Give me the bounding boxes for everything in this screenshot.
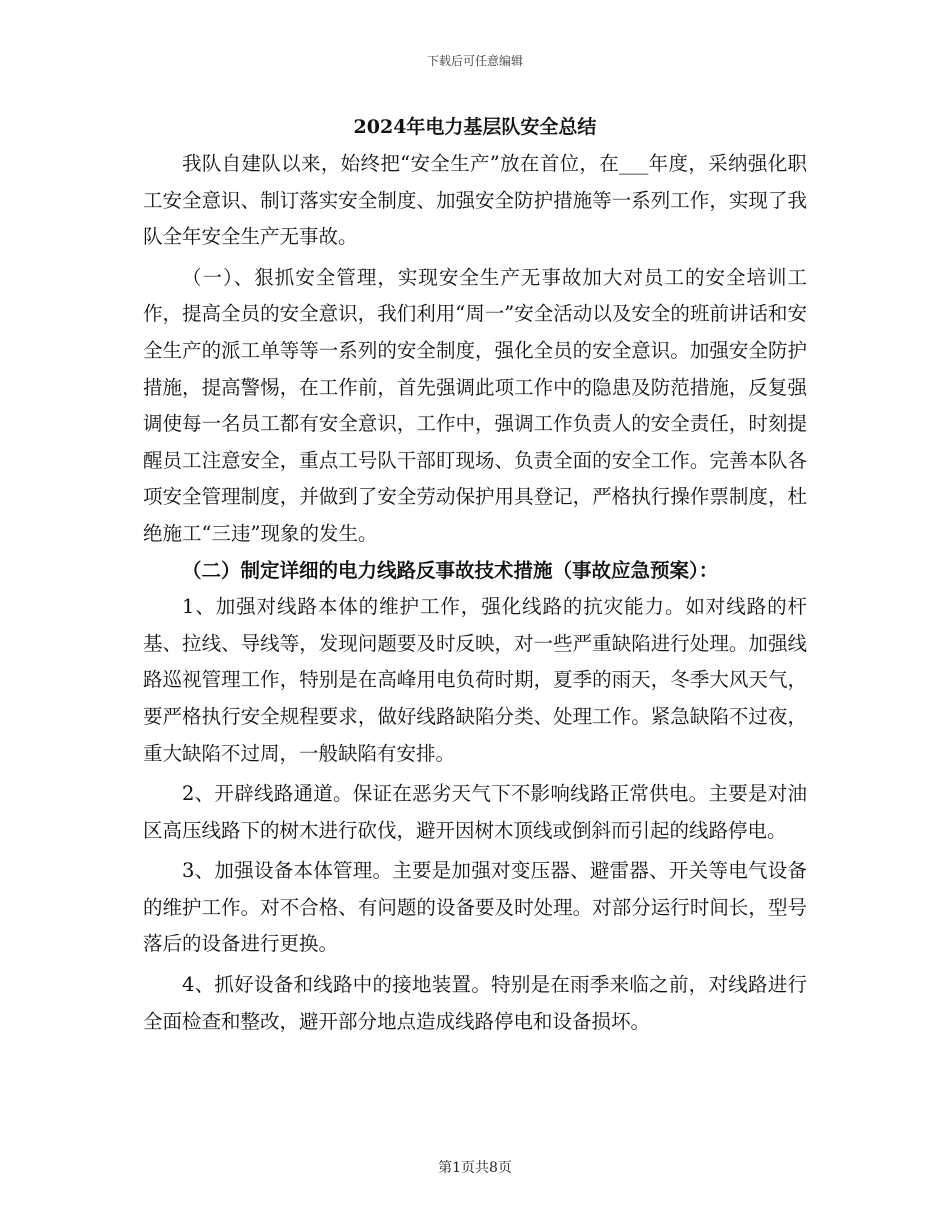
page-footer: 第1页共8页 [438, 1160, 512, 1176]
paragraph-item-4: 4、抓好设备和线路中的接地装置。特别是在雨季来临之前，对线路进行全面检查和整改，避开部分地点造成线路停电和设备损坏。 [143, 973, 807, 1033]
document-body [143, 146, 807, 1040]
section-heading-2: （二）制定详细的电力线路反事故技术措施（事故应急预案）： [182, 558, 719, 582]
paragraph-intro: 我队自建队以来，始终把“安全生产”放在首位，在___年度，采纳强化职工安全意识、制订落实安全制度、加强安全防护措施等一系列工作，实现了我队全年安全生产无事故。 [143, 152, 807, 249]
paragraph-item-2: 2、开辟线路通道。保证在恶劣天气下不影响线路正常供电。主要是对油区高压线路下的树木进行砍伐，避开因树木顶线或倒斜而引起的线路停电。 [143, 782, 807, 842]
document-title: 2024年电力基层队安全总结 [353, 116, 597, 138]
paragraph-section-1: （一）、狠抓安全管理，实现安全生产无事故加大对员工的安全培训工作，提高全员的安全意识，我们利用“周一”安全活动以及安全的班前讲话和安全生产的派工单等等一系列的安全制度，强化全员的安全意识。加强安全防护措施，提高警惕，在工作前，首先强调此项工作中的隐患及防范措施，反复强调使每一名员工都有安全意识，工作中，强调工作负责人的安全责任，时刻提醒员工注意安全，重点工号队干部盯现场、负责全面的安全工作。完善本队各项安全管理制度，并做到了安全劳动保护用具登记，严格执行操作票制度，杜绝施工“三违”现象的发生。 [143, 265, 807, 545]
page-header: 下载后可任意编辑 [426, 54, 523, 68]
paragraph-item-1: 1、加强对线路本体的维护工作，强化线路的抗灾能力。如对线路的杆基、拉线、导线等，发现问题要及时反映，对一些严重缺陷进行处理。加强线路巡视管理工作，特别是在高峰用电负荷时期，夏季的雨天，冬季大风天气，要严格执行安全规程要求，做好线路缺陷分类、处理工作。紧急缺陷不过夜，重大缺陷不过周，一般缺陷有安排。 [143, 595, 807, 765]
paragraph-item-3: 3、加强设备本体管理。主要是加强对变压器、避雷器、开关等电气设备的维护工作。对不合格、有问题的设备要及时处理。对部分运行时间长，型号落后的设备进行更换。 [143, 859, 807, 956]
